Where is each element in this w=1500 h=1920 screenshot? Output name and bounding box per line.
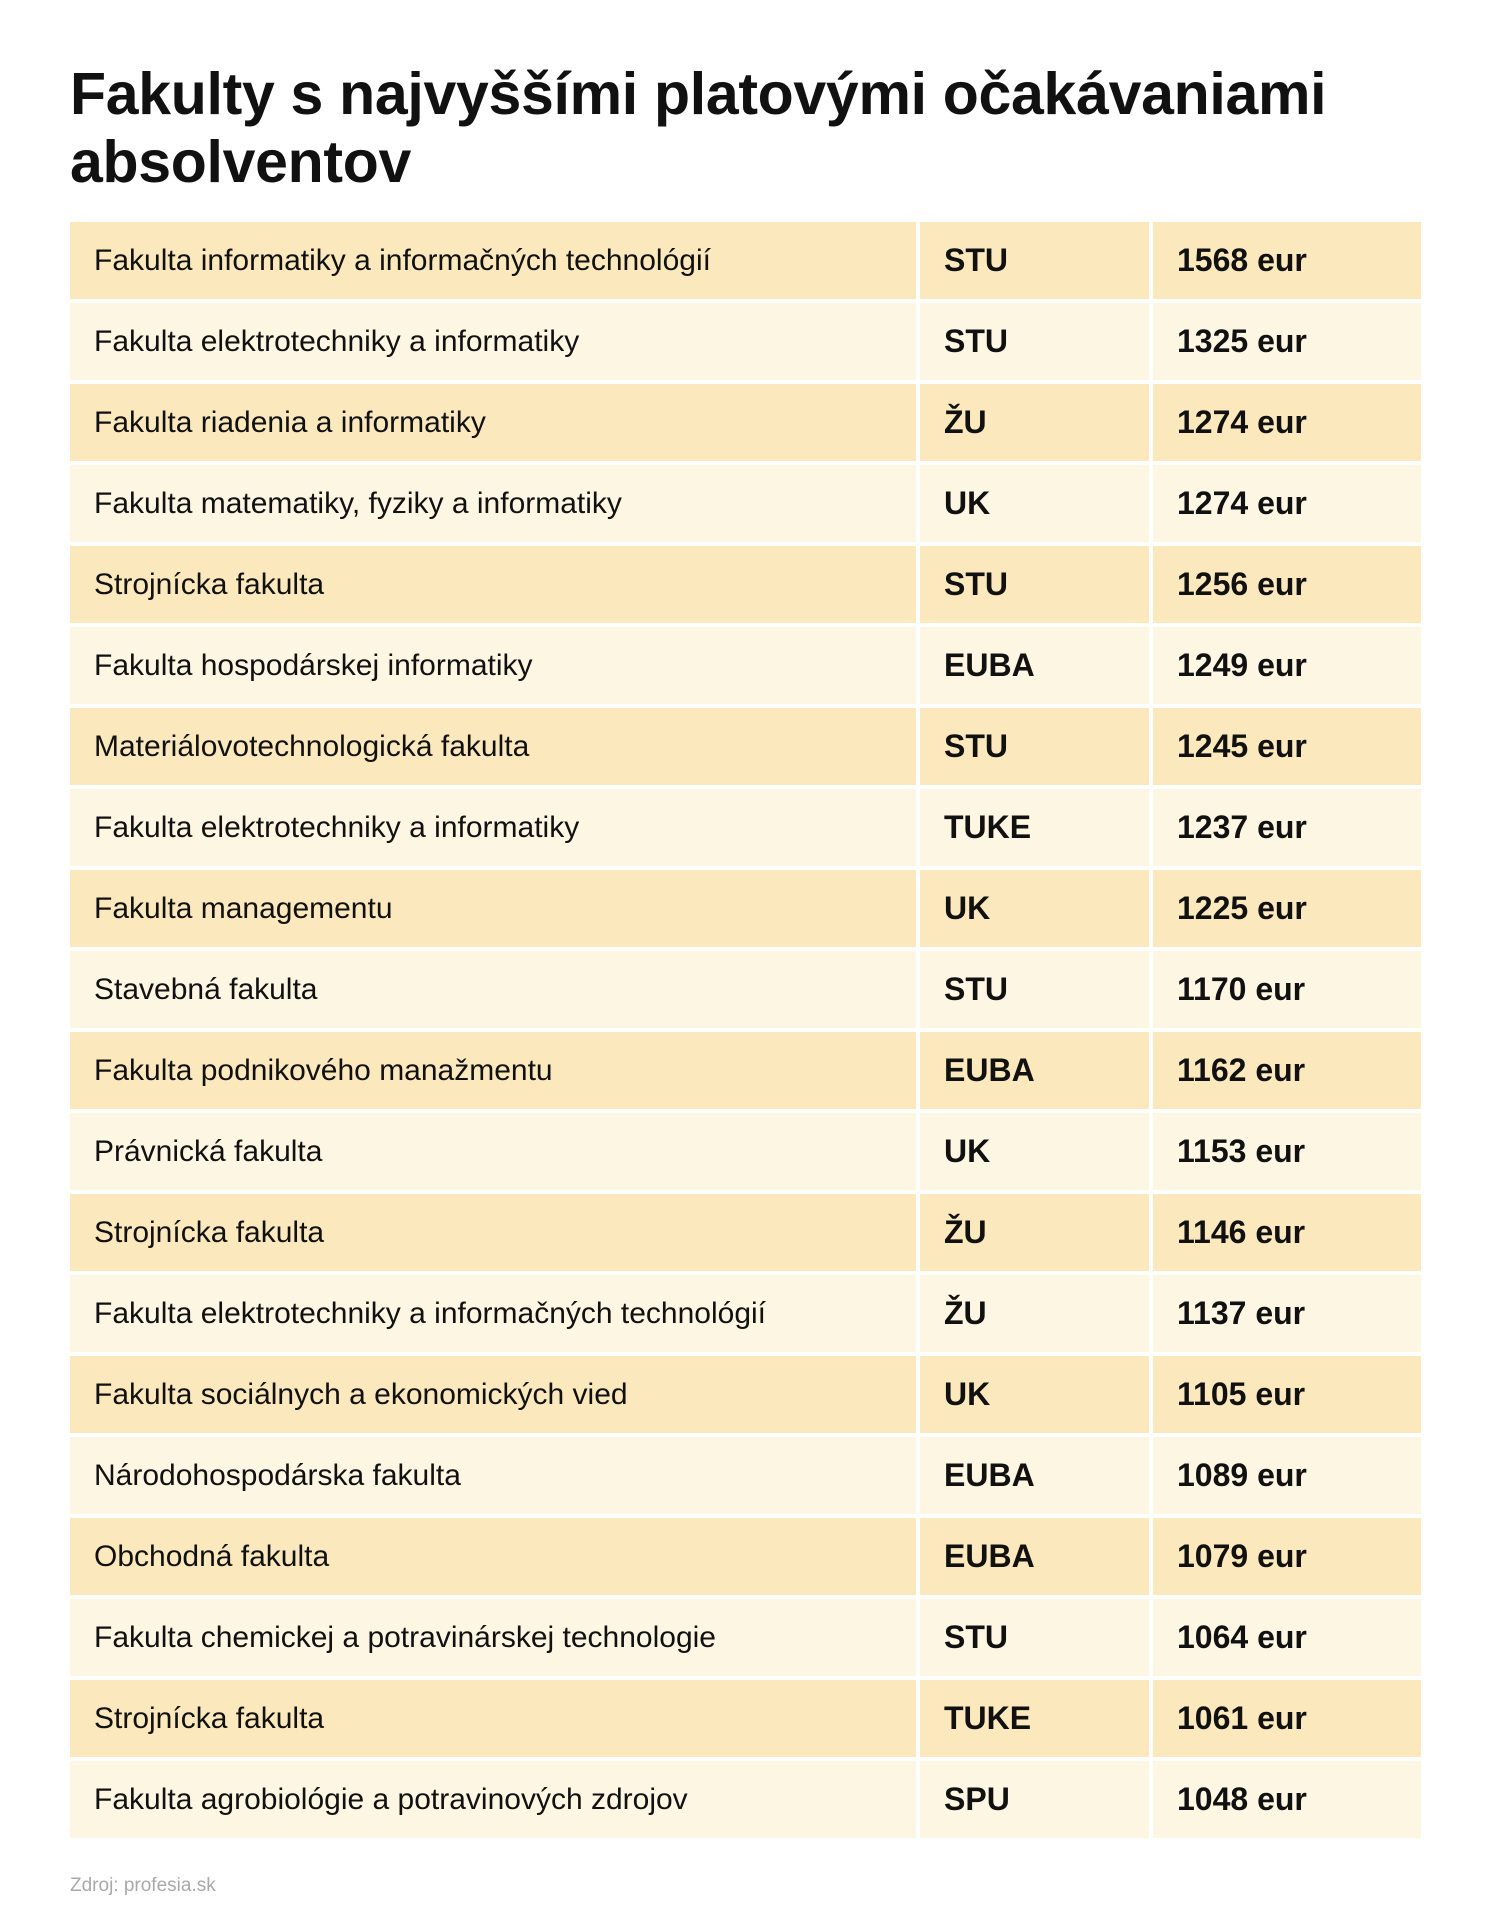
table-row — [70, 1113, 1421, 1190]
university-cell: STU — [920, 951, 1149, 1028]
table-row — [70, 1437, 1421, 1514]
faculty-name-cell: Národohospodárska fakulta — [70, 1437, 916, 1514]
page-title: Fakulty s najvyššími platovými očakávaniami absolventov — [70, 61, 1327, 195]
table-row — [70, 222, 1421, 299]
salary-cell: 1089 eur — [1153, 1437, 1421, 1514]
university-cell: UK — [920, 870, 1149, 947]
salary-cell: 1061 eur — [1153, 1680, 1421, 1757]
table-row — [70, 384, 1421, 461]
university-cell: ŽU — [920, 384, 1149, 461]
university-cell: UK — [920, 1356, 1149, 1433]
table-row — [70, 465, 1421, 542]
university-cell: STU — [920, 546, 1149, 623]
university-cell: TUKE — [920, 789, 1149, 866]
salary-cell: 1256 eur — [1153, 546, 1421, 623]
salary-cell: 1146 eur — [1153, 1194, 1421, 1271]
faculty-name-cell: Fakulta sociálnych a ekonomických vied — [70, 1356, 916, 1433]
salary-table — [70, 222, 1421, 1842]
salary-cell: 1568 eur — [1153, 222, 1421, 299]
table-row — [70, 951, 1421, 1028]
table-row — [70, 1518, 1421, 1595]
faculty-name-cell: Fakulta matematiky, fyziky a informatiky — [70, 465, 916, 542]
salary-cell: 1274 eur — [1153, 465, 1421, 542]
university-cell: STU — [920, 708, 1149, 785]
table-row — [70, 1680, 1421, 1757]
faculty-name-cell: Strojnícka fakulta — [70, 1194, 916, 1271]
table-row — [70, 789, 1421, 866]
faculty-name-cell: Fakulta agrobiológie a potravinových zdrojov — [70, 1761, 916, 1838]
faculty-name-cell: Strojnícka fakulta — [70, 546, 916, 623]
faculty-name-cell: Fakulta elektrotechniky a informačných technológií — [70, 1275, 916, 1352]
university-cell: SPU — [920, 1761, 1149, 1838]
table-row — [70, 1032, 1421, 1109]
faculty-name-cell: Fakulta informatiky a informačných technológií — [70, 222, 916, 299]
table-row — [70, 1599, 1421, 1676]
faculty-name-cell: Právnická fakulta — [70, 1113, 916, 1190]
salary-cell: 1153 eur — [1153, 1113, 1421, 1190]
source-note: Zdroj: profesia.sk — [70, 1875, 216, 1896]
faculty-name-cell: Fakulta hospodárskej informatiky — [70, 627, 916, 704]
salary-cell: 1170 eur — [1153, 951, 1421, 1028]
university-cell: EUBA — [920, 1032, 1149, 1109]
university-cell: ŽU — [920, 1194, 1149, 1271]
salary-cell: 1237 eur — [1153, 789, 1421, 866]
faculty-name-cell: Fakulta managementu — [70, 870, 916, 947]
table-row — [70, 1761, 1421, 1838]
university-cell: TUKE — [920, 1680, 1149, 1757]
table-row — [70, 870, 1421, 947]
salary-cell: 1325 eur — [1153, 303, 1421, 380]
salary-cell: 1249 eur — [1153, 627, 1421, 704]
university-cell: STU — [920, 1599, 1149, 1676]
salary-cell: 1137 eur — [1153, 1275, 1421, 1352]
salary-cell: 1162 eur — [1153, 1032, 1421, 1109]
table-row — [70, 627, 1421, 704]
salary-cell: 1245 eur — [1153, 708, 1421, 785]
university-cell: EUBA — [920, 1518, 1149, 1595]
salary-cell: 1274 eur — [1153, 384, 1421, 461]
table-row — [70, 303, 1421, 380]
faculty-name-cell: Fakulta elektrotechniky a informatiky — [70, 789, 916, 866]
faculty-name-cell: Strojnícka fakulta — [70, 1680, 916, 1757]
faculty-name-cell: Obchodná fakulta — [70, 1518, 916, 1595]
faculty-name-cell: Fakulta elektrotechniky a informatiky — [70, 303, 916, 380]
university-cell: EUBA — [920, 627, 1149, 704]
table-row — [70, 708, 1421, 785]
faculty-name-cell: Stavebná fakulta — [70, 951, 916, 1028]
table-row — [70, 1356, 1421, 1433]
university-cell: UK — [920, 465, 1149, 542]
table-row — [70, 1275, 1421, 1352]
faculty-name-cell: Fakulta riadenia a informatiky — [70, 384, 916, 461]
university-cell: ŽU — [920, 1275, 1149, 1352]
university-cell: UK — [920, 1113, 1149, 1190]
salary-cell: 1064 eur — [1153, 1599, 1421, 1676]
faculty-name-cell: Fakulta podnikového manažmentu — [70, 1032, 916, 1109]
university-cell: STU — [920, 303, 1149, 380]
salary-cell: 1048 eur — [1153, 1761, 1421, 1838]
salary-cell: 1225 eur — [1153, 870, 1421, 947]
university-cell: EUBA — [920, 1437, 1149, 1514]
faculty-name-cell: Fakulta chemickej a potravinárskej technologie — [70, 1599, 916, 1676]
university-cell: STU — [920, 222, 1149, 299]
salary-cell: 1079 eur — [1153, 1518, 1421, 1595]
table-row — [70, 1194, 1421, 1271]
faculty-name-cell: Materiálovotechnologická fakulta — [70, 708, 916, 785]
salary-cell: 1105 eur — [1153, 1356, 1421, 1433]
table-row — [70, 546, 1421, 623]
